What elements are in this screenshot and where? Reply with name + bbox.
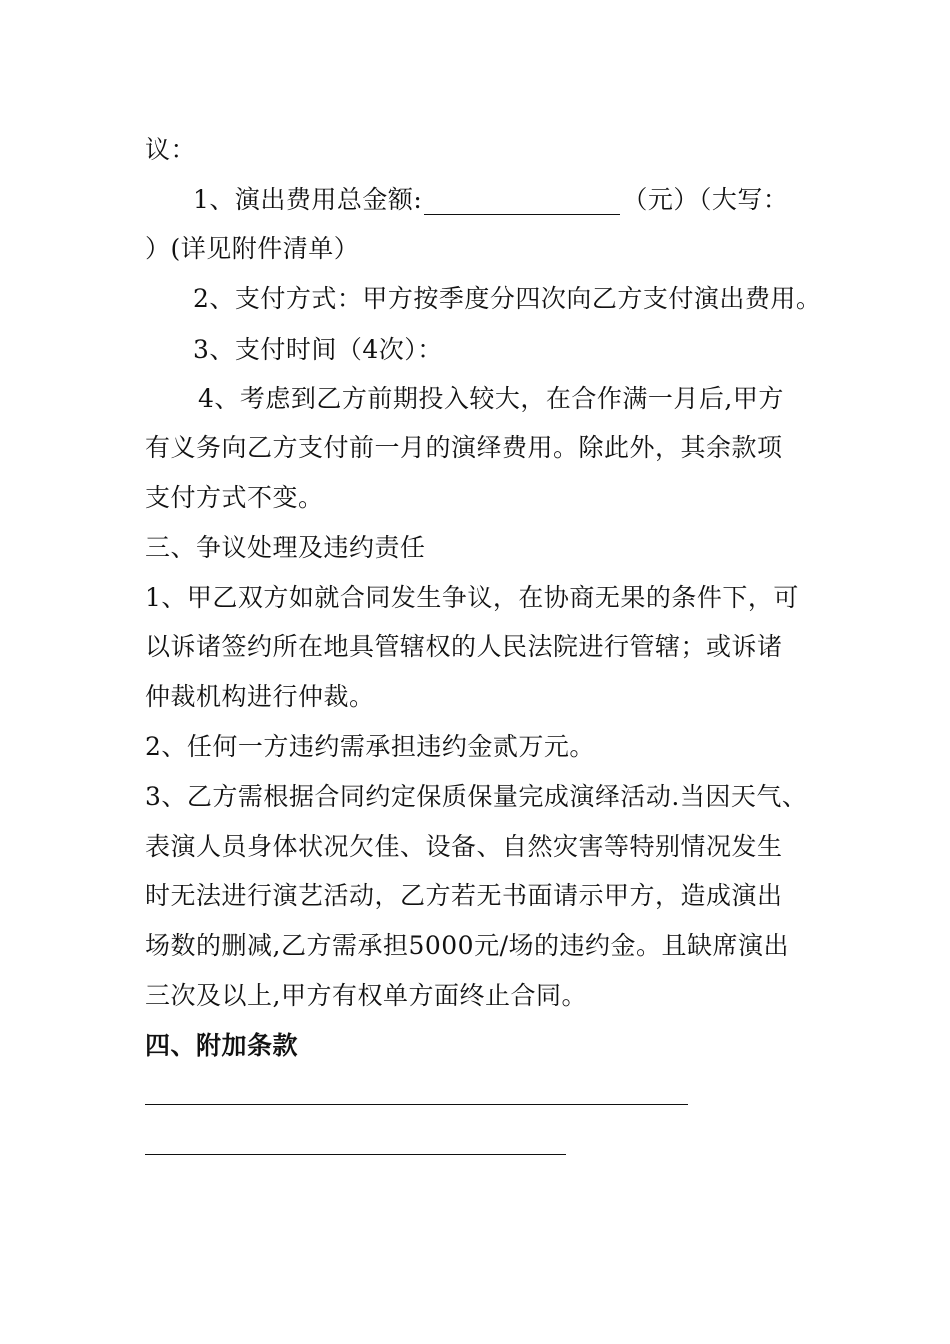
text-line: ）(详见附件清单） (145, 234, 360, 263)
fee-line (193, 185, 788, 215)
text-line: 1、甲乙双方如就合同发生争议，在协商无果的条件下，可 (145, 583, 799, 612)
text-line: 议： (145, 135, 197, 164)
fee-label: 1、演出费用总金额: (193, 185, 423, 214)
text-line: 3、乙方需根据合同约定保质保量完成演绎活动.当因天气、 (145, 782, 808, 811)
section-heading: 三、争议处理及违约责任 (145, 533, 426, 562)
text-line: 以诉诸签约所在地具管辖权的人民法院进行管辖；或诉诸 (145, 632, 783, 661)
text-line: 4、考虑到乙方前期投入较大，在合作满一月后,甲方 (198, 384, 784, 413)
fill-in-line[interactable] (145, 1154, 566, 1155)
section-heading-bold: 四、附加条款 (145, 1031, 299, 1060)
fee-amount-blank[interactable] (424, 188, 620, 215)
text-line: 仲裁机构进行仲裁。 (145, 682, 375, 711)
text-line: 3、支付时间（4次）： (193, 335, 443, 364)
text-line: 时无法进行演艺活动，乙方若无书面请示甲方，造成演出 (145, 881, 783, 910)
text-line: 支付方式不变。 (145, 483, 324, 512)
text-line: 三次及以上,甲方有权单方面终止合同。 (145, 981, 587, 1010)
text-line: 2、任何一方违约需承担违约金贰万元。 (145, 732, 595, 761)
text-line: 场数的删减,乙方需承担5000元/场的违约金。且缺席演出 (145, 931, 789, 960)
text-line: 表演人员身体状况欠佳、设备、自然灾害等特别情况发生 (145, 832, 783, 861)
text-line: 有义务向乙方支付前一月的演绎费用。除此外，其余款项 (145, 433, 783, 462)
fee-suffix: （元）（大写： (622, 185, 789, 214)
text-line: 2、支付方式：甲方按季度分四次向乙方支付演出费用。 (193, 284, 822, 313)
fill-in-line[interactable] (145, 1104, 688, 1105)
